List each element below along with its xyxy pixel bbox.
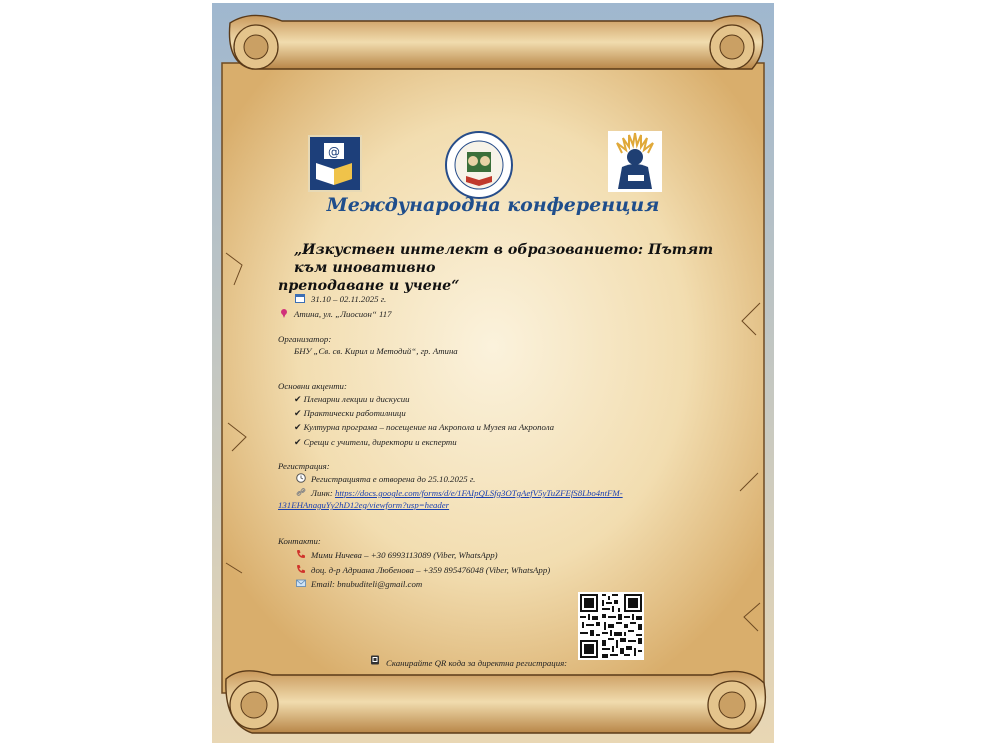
organizer-label: Организатор:: [278, 334, 332, 344]
pin-icon: [279, 308, 289, 318]
registration-link-line1: [311, 488, 623, 498]
phone-icon: [296, 549, 306, 559]
svg-text:@: @: [328, 145, 340, 159]
book-at-logo: [308, 135, 362, 192]
highlights-label: Основни акценти:: [278, 381, 347, 391]
check-icon: ✔: [294, 422, 302, 432]
check-icon: ✔: [294, 408, 302, 418]
registration-link-line2: [278, 500, 449, 510]
check-icon: ✔: [294, 394, 302, 404]
link-label: Линк:: [311, 488, 333, 498]
highlight-item: ✔ Пленарни лекции и дискусии: [294, 394, 410, 404]
contact-1: Мими Ничева – +30 6993113089 (Viber, WhatsApp): [311, 550, 498, 560]
parchment-scroll-background: [212, 3, 774, 743]
qr-caption: Сканирайте QR кода за директна регистрация:: [386, 658, 568, 668]
conference-heading: Международна конференция: [326, 194, 660, 216]
registration-label: Регистрация:: [278, 461, 330, 471]
contacts-label: Контакти:: [278, 536, 321, 546]
school-emblem-logo: [440, 130, 518, 200]
contact-2: доц. д-р Адриана Любенова – +359 895476048 (Viber, WhatsApp): [311, 565, 551, 575]
conference-poster: [212, 3, 774, 743]
qr-code: [578, 592, 644, 660]
registration-link-continued[interactable]: 131EHAnaguYy2hD12eg/viewform?usp=header: [278, 500, 450, 510]
conference-title: [278, 241, 738, 295]
highlight-item: ✔ Културна програма – посещение на Акропола и Музея на Акропола: [294, 422, 555, 432]
title-line-2: преподаване и учене“: [278, 278, 460, 294]
event-date: 31.10 – 02.11.2025 г.: [311, 294, 387, 304]
email-icon: [296, 578, 306, 588]
clock-icon: [296, 473, 306, 483]
highlight-item: ✔ Практически работилници: [294, 408, 406, 418]
phone-icon: [296, 564, 306, 574]
contact-email: Email: bnubuditeli@gmail.com: [311, 579, 423, 589]
organizer-name: БНУ „Св. св. Кирил и Методий“, гр. Атина: [294, 346, 458, 356]
link-icon: [296, 487, 306, 497]
title-line-1: „Изкуствен интелект в образованието: Пътят към иновативно: [294, 242, 714, 276]
highlight-item: ✔ Срещи с учители, директори и експерти: [294, 437, 457, 447]
check-icon: ✔: [294, 437, 302, 447]
calendar-icon: [295, 293, 305, 303]
registration-deadline: Регистрацията е отворена до 25.10.2025 г.: [311, 474, 476, 484]
registration-link[interactable]: https://docs.google.com/forms/d/e/1FAIpQLSfg3OTgAefV5yTuZFEfS8Lbo4ntFM-: [334, 488, 623, 498]
scholar-logo: [608, 131, 662, 192]
qr-small-icon: [370, 655, 380, 665]
event-location: Атина, ул. „Лиосион“ 117: [294, 309, 392, 319]
